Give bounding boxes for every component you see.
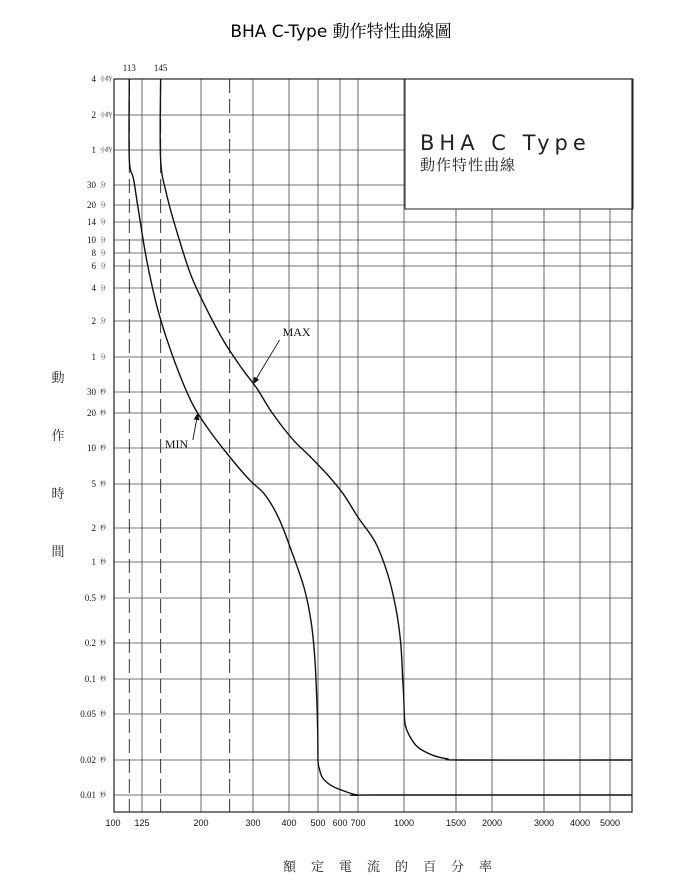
annotation-arrowhead	[253, 377, 259, 385]
x-tick-label: 200	[193, 818, 209, 828]
y-tick-unit: 秒	[100, 595, 107, 602]
y-tick-label: 0.02	[80, 755, 96, 765]
y-tick-unit: 分	[100, 219, 107, 226]
y-tick-unit: 秒	[100, 481, 107, 488]
y-axis-label-char: 間	[51, 545, 65, 560]
y-tick-label: 30	[87, 180, 96, 190]
y-tick-unit: 小時	[100, 112, 113, 119]
y-tick-label: 2	[91, 316, 96, 326]
y-tick-label: 0.2	[84, 638, 96, 648]
y-tick-unit: 秒	[100, 757, 107, 764]
top-tick-label: 145	[153, 63, 168, 73]
x-tick-label: 125	[134, 818, 150, 828]
y-tick-label: 5	[91, 479, 96, 489]
y-tick-label: 2	[91, 523, 96, 533]
x-tick-label: 1500	[445, 818, 467, 828]
x-tick-label: 700	[350, 818, 366, 828]
y-tick-label: 1	[91, 352, 96, 362]
y-tick-label: 14	[87, 217, 96, 227]
y-tick-unit: 分	[100, 182, 107, 189]
y-tick-unit: 分	[100, 250, 107, 257]
legend-box-subtitle: 動作特性曲線	[420, 156, 517, 174]
y-tick-unit: 秒	[100, 676, 107, 683]
y-tick-label: 0.1	[84, 674, 96, 684]
y-tick-unit: 小時	[100, 76, 113, 83]
y-tick-label: 4	[91, 74, 96, 84]
x-axis-label: 額定電流的百分率	[282, 860, 508, 875]
y-tick-label: 0.5	[84, 593, 96, 603]
y-axis-label-char: 時	[51, 487, 65, 502]
y-tick-label: 6	[91, 261, 96, 271]
top-tick-label: 113	[122, 63, 136, 73]
y-tick-label: 20	[87, 200, 96, 210]
legend-box	[405, 79, 633, 209]
x-tick-label: 1000	[393, 818, 415, 828]
y-tick-unit: 分	[100, 354, 107, 361]
x-tick-label: 100	[105, 818, 121, 828]
y-tick-unit: 秒	[100, 640, 107, 647]
y-tick-unit: 秒	[100, 445, 107, 452]
x-tick-label: 600	[332, 818, 348, 828]
y-tick-unit: 秒	[100, 389, 107, 396]
y-axis-label	[51, 371, 64, 560]
y-tick-label: 0.01	[80, 790, 96, 800]
y-tick-unit: 分	[100, 237, 107, 244]
y-tick-unit: 秒	[100, 410, 107, 417]
y-tick-unit: 分	[100, 202, 107, 209]
annotation-label-min: MIN	[164, 437, 189, 451]
x-tick-label: 5000	[599, 818, 621, 828]
y-tick-label: 4	[91, 283, 96, 293]
y-tick-label: 30	[87, 387, 96, 397]
y-tick-label: 1	[91, 557, 96, 567]
legend-box-title: BHA C Type	[420, 131, 591, 155]
x-tick-labels	[105, 818, 620, 828]
y-tick-label: 10	[87, 443, 96, 453]
x-tick-label: 300	[245, 818, 261, 828]
y-tick-label: 20	[87, 408, 96, 418]
y-tick-unit: 秒	[100, 792, 107, 799]
y-tick-unit: 秒	[100, 525, 107, 532]
y-tick-label: 10	[87, 235, 96, 245]
y-tick-unit: 秒	[100, 559, 107, 566]
y-tick-unit: 分	[100, 285, 107, 292]
y-tick-labels	[80, 74, 112, 800]
y-tick-label: 1	[91, 145, 96, 155]
y-tick-label: 0.05	[80, 709, 96, 719]
x-tick-label: 2000	[481, 818, 503, 828]
top-tick-labels	[123, 63, 168, 73]
x-tick-label: 400	[281, 818, 297, 828]
y-axis-label-char: 作	[51, 429, 65, 444]
x-tick-label: 3000	[533, 818, 555, 828]
y-tick-unit: 秒	[100, 711, 107, 718]
annotation-leader-max	[253, 340, 280, 384]
y-tick-unit: 分	[100, 263, 107, 270]
x-tick-label: 500	[310, 818, 326, 828]
x-tick-label: 4000	[569, 818, 591, 828]
annotation-label-max: MAX	[282, 324, 311, 339]
y-tick-unit: 分	[100, 318, 107, 325]
y-tick-unit: 小時	[100, 147, 113, 154]
chart-title: BHA C-Type 動作特性曲線圖	[230, 22, 452, 42]
y-tick-label: 8	[91, 248, 96, 258]
y-axis-label-char: 動	[51, 371, 65, 386]
y-tick-label: 2	[91, 110, 96, 120]
